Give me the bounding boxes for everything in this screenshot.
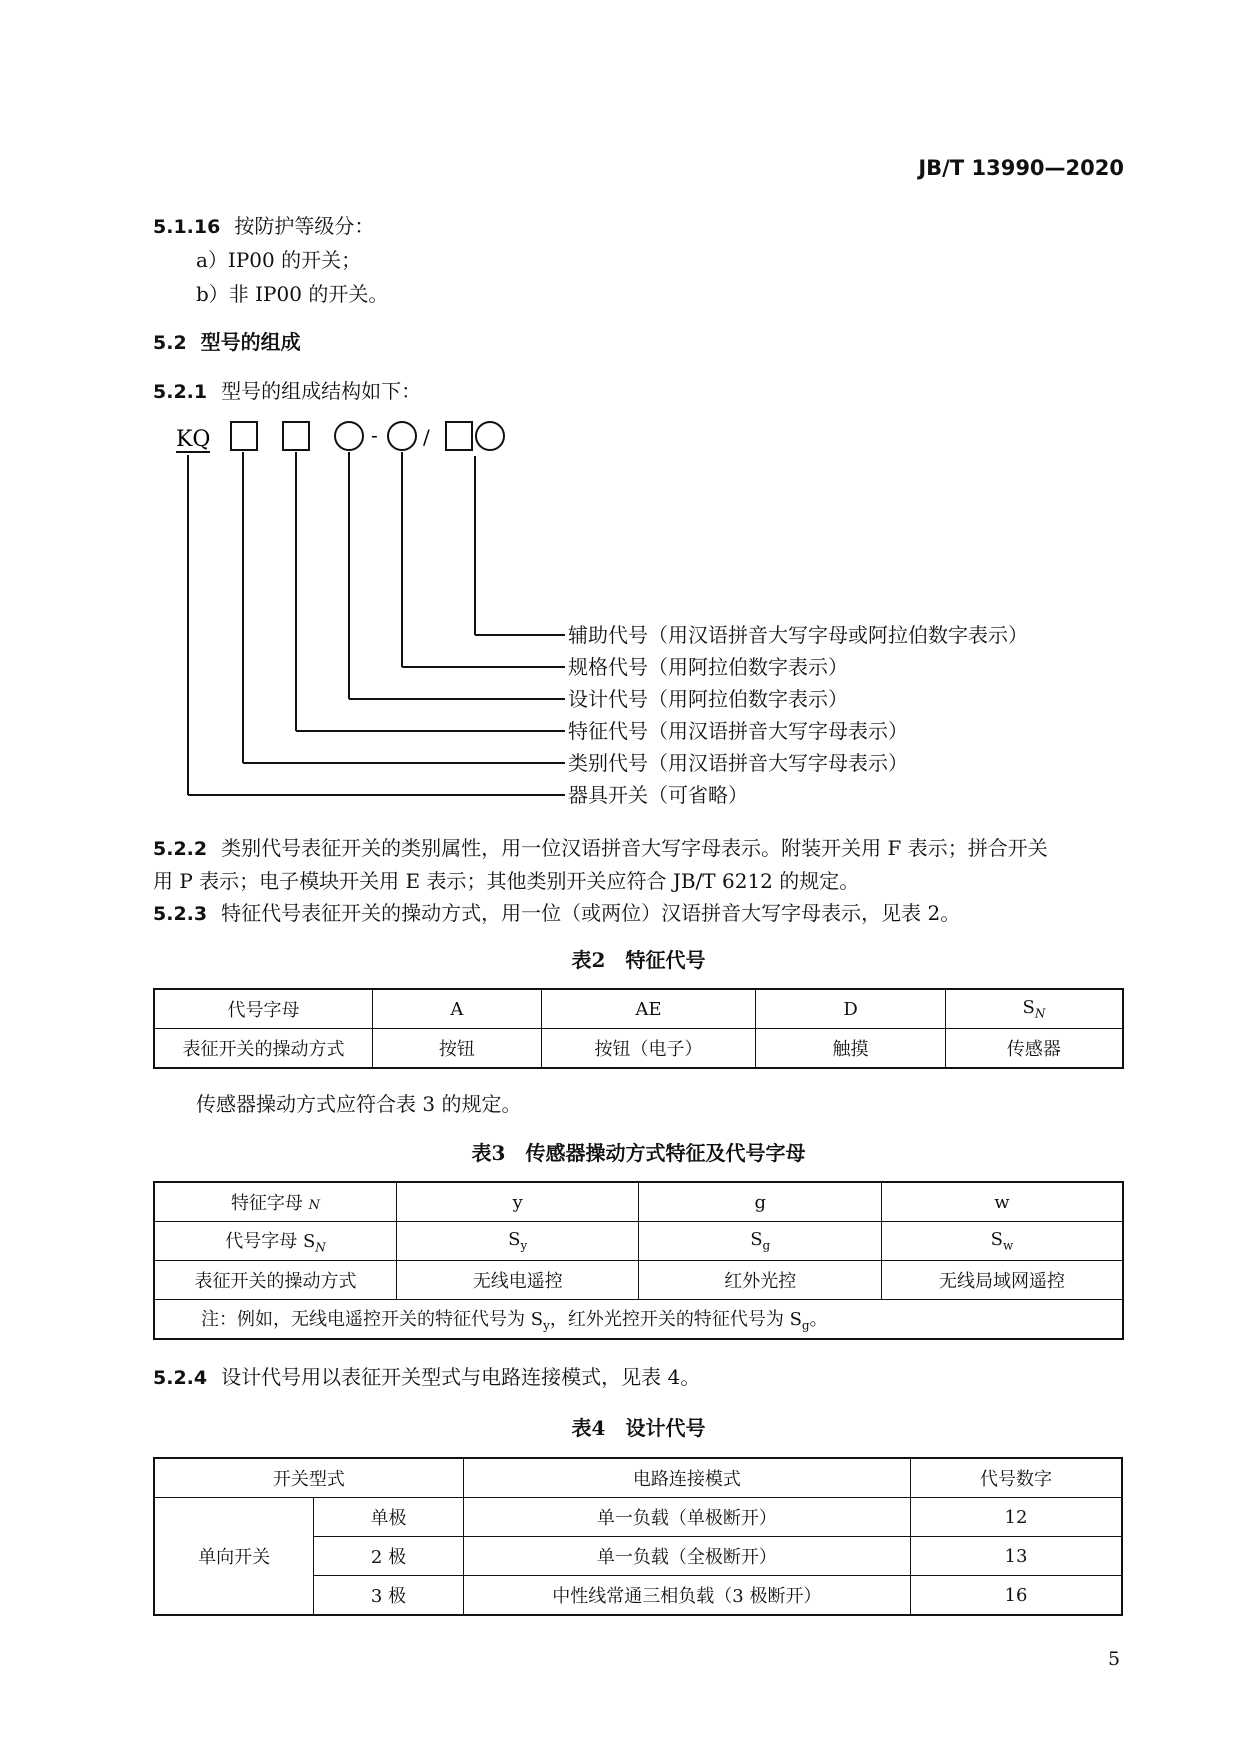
table-row [154,1222,1123,1261]
clause-number: 5.2.2 [153,838,208,860]
table-cell: 2 极 [314,1537,464,1576]
code-subscript: w [1003,1238,1014,1253]
code-letter: S [508,1229,521,1251]
spec-code-circle [388,422,416,450]
code-subscript: N [1034,1006,1046,1021]
clause-5-2-2-line2: 用 P 表示；电子模块开关用 E 表示；其他类别开关应符合 JB/T 6212 的规定。 [153,869,860,893]
table-row [154,1458,1122,1498]
note-text: 注：例如，无线电遥控开关的特征代号为 S [201,1309,544,1331]
legend-spec-code: 规格代号（用阿拉伯数字表示） [568,655,848,679]
note-subscript: g [801,1318,810,1333]
clause-text: 设计代号用以表征开关型式与电路连接模式，见表 4。 [221,1365,701,1389]
model-prefix: KQ [176,427,211,452]
sensor-note: 传感器操动方式应符合表 3 的规定。 [196,1092,522,1116]
dash-separator: - [371,423,378,447]
clause-number: 5.2.1 [153,381,208,403]
table-cell [881,1222,1123,1261]
slash-separator: / [423,425,430,449]
list-item-b: b）非 IP00 的开关。 [196,282,389,306]
row-label: 代号字母 S [225,1231,316,1253]
legend-category-code: 类别代号（用汉语拼音大写字母表示） [568,751,908,775]
aux-code-box [446,422,472,450]
code-subscript: y [520,1238,528,1253]
table-cell: 表征开关的操动方式 [154,1029,373,1069]
row-label-variable: N [308,1198,321,1213]
table-cell: 无线电遥控 [397,1261,639,1300]
aux-code-circle [476,422,504,450]
legend-feature-code: 特征代号（用汉语拼音大写字母表示） [568,719,908,743]
table-cell [154,1182,397,1222]
table-header-cell: 代号数字 [910,1458,1122,1498]
table-row [154,989,1123,1029]
table-cell: 按钮（电子） [541,1029,756,1069]
clause-title: 按防护等级分： [234,214,375,238]
table-cell: 无线局域网遥控 [881,1261,1123,1300]
table-cell: 单一负载（单极断开） [463,1498,910,1537]
legend-appliance-switch: 器具开关（可省略） [568,783,748,807]
standard-code: JB/T 13990—2020 [918,156,1124,180]
section-number: 5.2 [153,332,187,354]
table4 [153,1457,1123,1616]
note-text: 。 [809,1309,828,1331]
list-item-a: a）IP00 的开关； [196,248,362,272]
table-cell: 按钮 [373,1029,542,1069]
table-cell: w [881,1182,1123,1222]
clause-number: 5.1.16 [153,216,221,238]
table-header-cell: 电路连接模式 [463,1458,910,1498]
table-cell: 代号字母 [154,989,373,1029]
code-letter: S [1022,997,1035,1019]
table-cell: y [397,1182,639,1222]
clause-5-2-2-line1 [153,834,1048,863]
clause-5-2-4 [153,1363,700,1392]
table-cell: 16 [910,1576,1122,1616]
table-cell: 触摸 [756,1029,946,1069]
code-letter: S [750,1229,763,1251]
table-cell: 单极 [314,1498,464,1537]
page-number: 5 [1108,1648,1121,1670]
code-letter: S [990,1229,1004,1251]
clause-text: 特征代号表征开关的操动方式，用一位（或两位）汉语拼音大写字母表示，见表 2。 [221,901,961,925]
table4-caption: 表4 设计代号 [571,1416,706,1440]
table-cell: 12 [910,1498,1122,1537]
row-label-subscript: N [315,1240,326,1255]
legend-design-code: 设计代号（用阿拉伯数字表示） [568,687,848,711]
legend-aux-code: 辅助代号（用汉语拼音大写字母或阿拉伯数字表示） [568,623,1028,647]
code-subscript: g [762,1238,771,1253]
clause-title: 型号的组成结构如下： [221,379,422,403]
table-cell: 13 [910,1537,1122,1576]
clause-number: 5.2.4 [153,1367,208,1389]
table2-caption: 表2 特征代号 [571,948,706,972]
table-cell: 中性线常通三相负载（3 极断开） [463,1576,910,1616]
table3 [153,1181,1124,1340]
table-cell: 单一负载（全极断开） [463,1537,910,1576]
table-row [154,1498,1122,1537]
clause-text: 类别代号表征开关的类别属性，用一位汉语拼音大写字母表示。附装开关用 F 表示；拼合开关 [221,836,1048,860]
table-cell: 3 极 [314,1576,464,1616]
table-cell: AE [541,989,756,1029]
table3-caption: 表3 传感器操动方式特征及代号字母 [471,1141,806,1165]
feature-code-box [283,422,309,450]
table-cell: A [373,989,542,1029]
table3-note [154,1300,1123,1340]
table-row [154,1300,1123,1340]
row-label: 特征字母 [230,1193,303,1214]
clause-number: 5.2.3 [153,903,208,925]
clause-5-2-3 [153,899,960,928]
table-cell: g [639,1182,881,1222]
table2 [153,988,1124,1069]
table-cell: 表征开关的操动方式 [154,1261,397,1300]
table-cell [639,1222,881,1261]
table-header-cell: 开关型式 [154,1458,463,1498]
category-code-box [231,422,257,450]
table-row [154,1029,1123,1069]
design-code-circle [335,422,363,450]
table-row [154,1261,1123,1300]
section-title: 型号的组成 [200,330,301,354]
table-row [154,1182,1123,1222]
note-subscript: y [543,1318,550,1333]
table-cell [397,1222,639,1261]
table-group-cell: 单向开关 [154,1498,314,1616]
table-cell: D [756,989,946,1029]
table-cell: 红外光控 [639,1261,881,1300]
table-cell [154,1222,397,1261]
note-text: ，红外光控开关的特征代号为 S [549,1309,802,1331]
table-cell [945,989,1123,1029]
table-cell: 传感器 [945,1029,1123,1069]
